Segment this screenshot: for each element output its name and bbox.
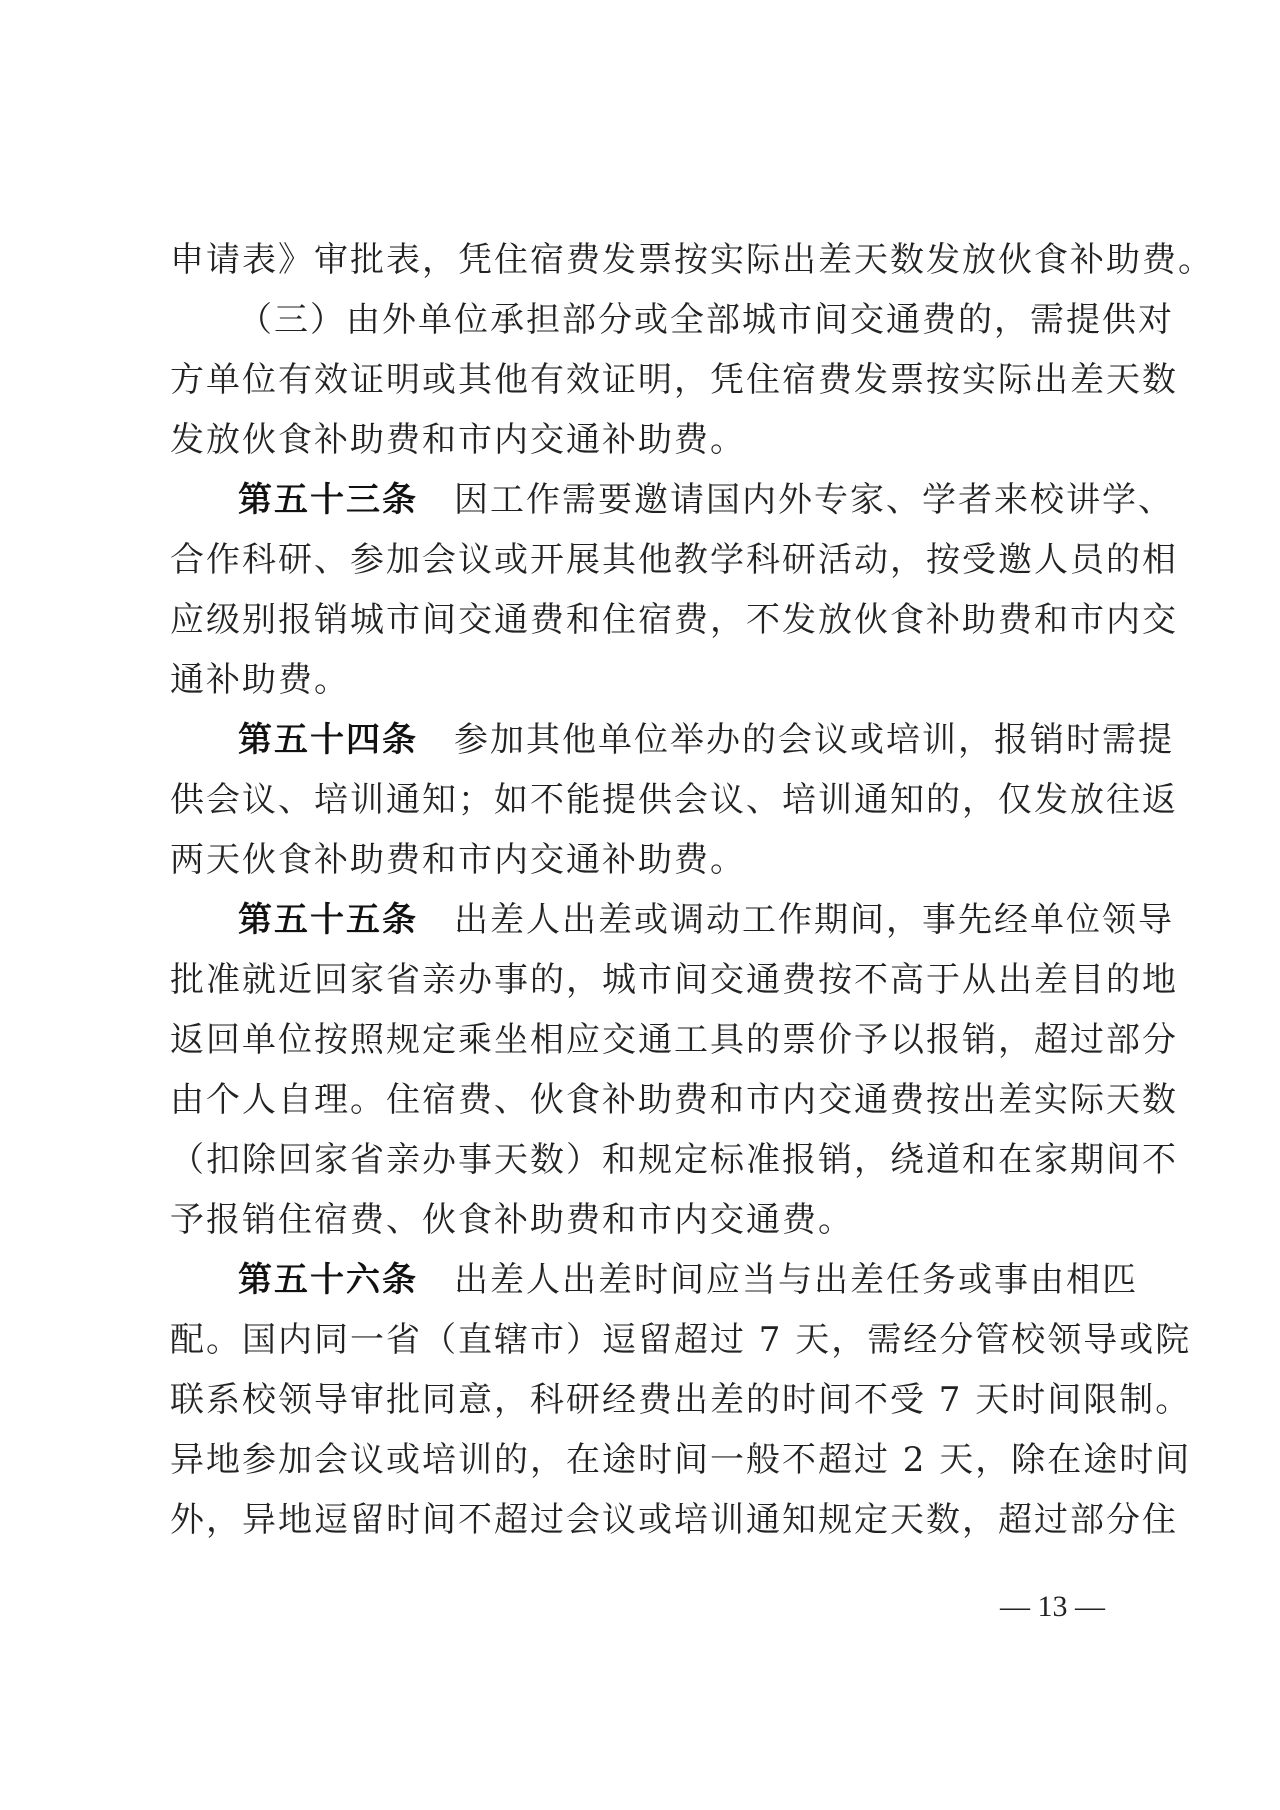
article-text: 参加其他单位举办的会议或培训，报销时需提 <box>454 720 1174 760</box>
article-54-first-line <box>170 710 1174 770</box>
text-line: 发放伙食补助费和市内交通补助费。 <box>170 420 746 460</box>
text-line: 方单位有效证明或其他有效证明，凭住宿费发票按实际出差天数 <box>170 360 1178 400</box>
text-line: 通补助费。 <box>170 660 350 700</box>
text-line: （三）由外单位承担部分或全部城市间交通费的，需提供对 <box>238 300 1174 340</box>
article-number: 第五十三条 <box>238 480 418 520</box>
article-number: 第五十四条 <box>238 720 418 760</box>
article-number: 第五十六条 <box>238 1260 418 1300</box>
text-line: （扣除回家省亲办事天数）和规定标准报销，绕道和在家期间不 <box>170 1140 1178 1180</box>
article-53-first-line <box>170 470 1174 530</box>
document-body <box>170 230 1214 1550</box>
article-text: 出差人出差时间应当与出差任务或事由相匹 <box>454 1260 1138 1300</box>
text-line: 联系校领导审批同意，科研经费出差的时间不受 7 天时间限制。 <box>170 1380 1192 1420</box>
text-line: 配。国内同一省（直辖市）逗留超过 7 天，需经分管校领导或院 <box>170 1320 1192 1360</box>
text-line: 两天伙食补助费和市内交通补助费。 <box>170 840 746 880</box>
text-line: 异地参加会议或培训的，在途时间一般不超过 2 天，除在途时间 <box>170 1440 1192 1480</box>
article-number: 第五十五条 <box>238 900 418 940</box>
text-line: 供会议、培训通知；如不能提供会议、培训通知的，仅发放往返 <box>170 780 1178 820</box>
page-number: — 13 — <box>1000 1590 1105 1623</box>
text-line: 申请表》审批表，凭住宿费发票按实际出差天数发放伙食补助费。 <box>170 240 1214 280</box>
text-line: 外，异地逗留时间不超过会议或培训通知规定天数，超过部分住 <box>170 1500 1178 1540</box>
text-line: 批准就近回家省亲办事的，城市间交通费按不高于从出差目的地 <box>170 960 1178 1000</box>
text-line: 返回单位按照规定乘坐相应交通工具的票价予以报销，超过部分 <box>170 1020 1178 1060</box>
article-text: 出差人出差或调动工作期间，事先经单位领导 <box>454 900 1174 940</box>
article-text: 因工作需要邀请国内外专家、学者来校讲学、 <box>454 480 1174 520</box>
text-line: 予报销住宿费、伙食补助费和市内交通费。 <box>170 1200 854 1240</box>
text-line: 由个人自理。住宿费、伙食补助费和市内交通费按出差实际天数 <box>170 1080 1178 1120</box>
text-line: 应级别报销城市间交通费和住宿费，不发放伙食补助费和市内交 <box>170 600 1178 640</box>
article-56-first-line <box>170 1250 1138 1310</box>
text-line: 合作科研、参加会议或开展其他教学科研活动，按受邀人员的相 <box>170 540 1178 580</box>
article-55-first-line <box>170 890 1174 950</box>
